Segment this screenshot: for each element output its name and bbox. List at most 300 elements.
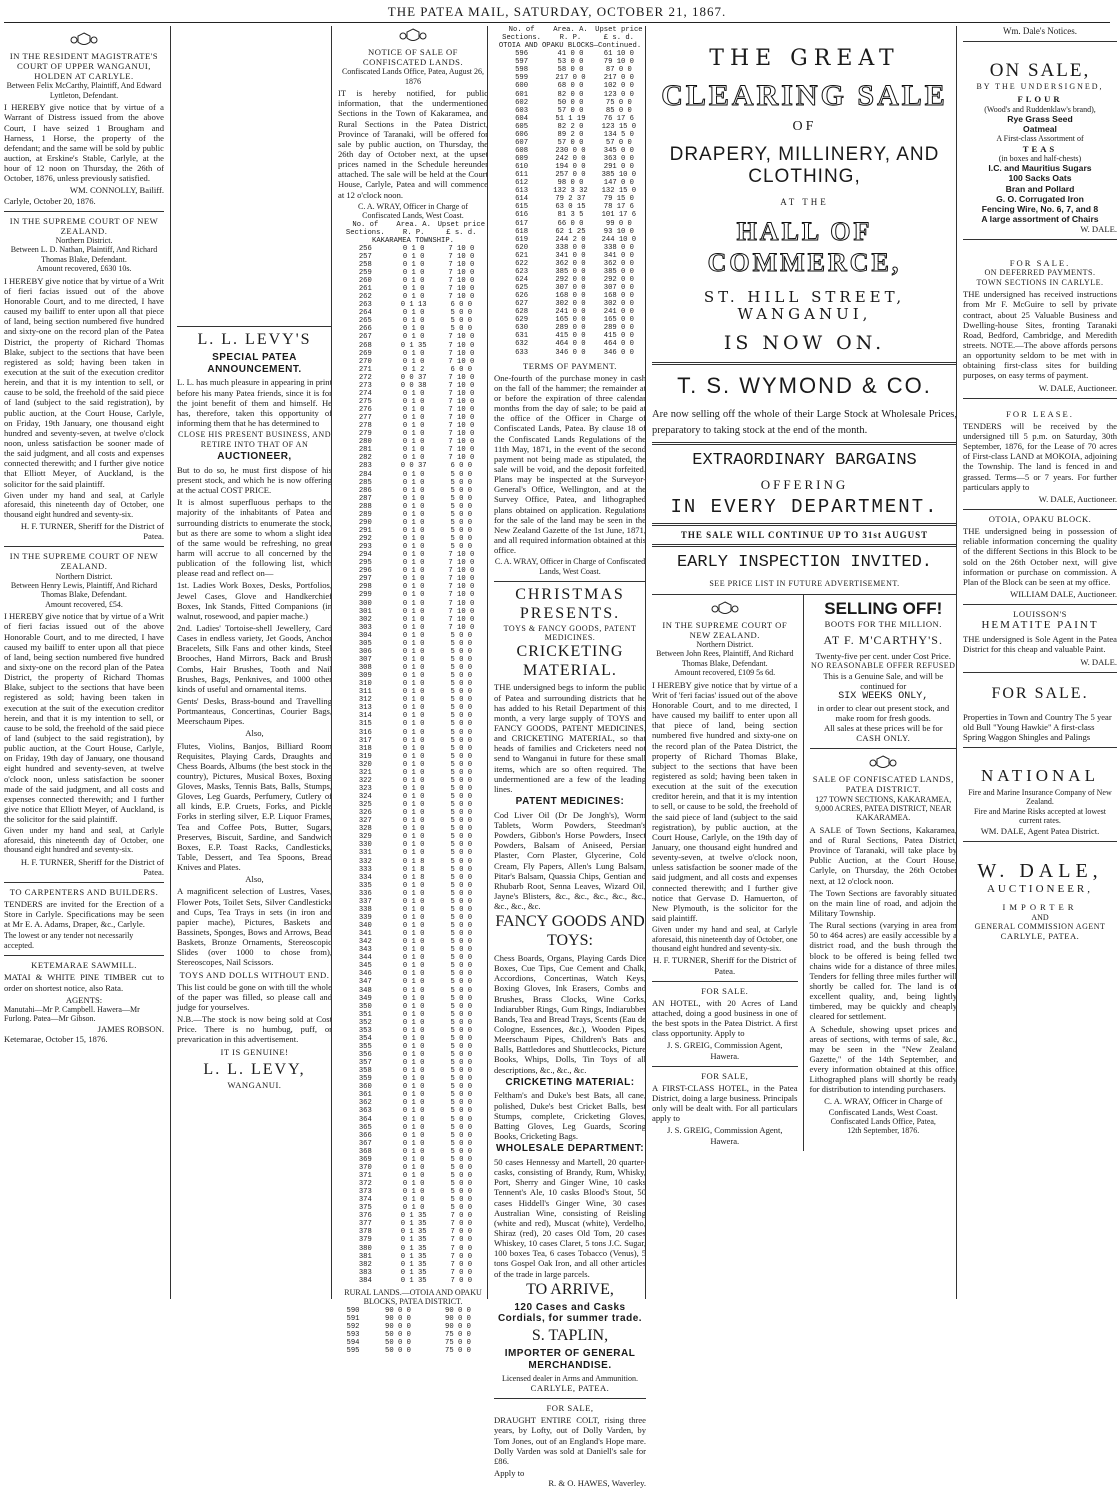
hotel1-body: AN HOTEL, with 20 Acres of Land attached, doing a good business in one of the best spots in the Patea District. A first class opportunity. Apply to: [652, 997, 798, 1039]
table-cell: 0 1 0: [402, 599, 425, 608]
table-cell: 244 2 0: [555, 235, 586, 244]
terms-title: TERMS OF PAYMENT.: [523, 360, 617, 371]
table-row: [338, 825, 488, 833]
table-cell: 362 0 0: [603, 259, 634, 268]
table-cell: 353: [358, 1026, 372, 1035]
table-cell: 90 0 0: [385, 1322, 411, 1331]
deferred-sale-advert: [963, 240, 1117, 398]
table-cell: 372: [358, 1180, 372, 1189]
table-cell: 303: [358, 623, 372, 632]
table-cell: 260: [358, 277, 372, 286]
table-cell: 7 0 0: [450, 1236, 473, 1245]
table-row: [338, 600, 488, 608]
table-cell: 0 1 35: [400, 1276, 427, 1285]
table-cell: 75 0 0: [605, 98, 632, 107]
table-cell: 265: [358, 317, 372, 326]
wire-line: Fencing Wire, No. 6, 7, and 8: [981, 203, 1099, 214]
table-cell: 99 0 0: [605, 219, 632, 228]
table-row: [338, 978, 488, 986]
table-cell: 0 1 0: [402, 277, 425, 286]
rm-court-sign: WM. CONNOLLY, Bailiff.: [69, 185, 164, 196]
table-cell: 5 0 0: [450, 954, 473, 963]
table-cell: 7 10 0: [448, 446, 475, 455]
table-row: [338, 785, 488, 793]
table-cell: 134 5 0: [603, 130, 634, 139]
table-row: [338, 712, 488, 720]
table-row: [338, 527, 488, 535]
extraordinary-heading: EXTRAORDINARY BARGAINS: [692, 450, 917, 470]
table-row: [338, 342, 488, 350]
table-cell: 0 1 0: [402, 1107, 425, 1116]
dale-card: [963, 842, 1117, 947]
table-cell: 375: [358, 1204, 372, 1213]
table-row: [338, 1067, 488, 1075]
sc2-body: I HEREBY give notice that by virtue of a Writ of fieri facias issued out of the above Honorable Court, and to me directed, I have caused my bailiff to enter upon all that piece of land, being section numbered five hundred and sixty-one on the record plan of the Patea District, the property of Richard Thomas Blake, subject to the sections that have been registered as sold; having been taken in execution at the suit of the execution creditor herein, and that it is my intention to sell, or cause to be sold, the freehold of the said piece of land (subject to the said registration), by public auction, at the Court House, Carlyle, on Friday, 19th day of January, one thousand eight hundred and seventy-seven, at twelve o'clock noon, unless satisfaction be sooner made of the said judgment, and all costs and expenses connected therewith; and I further give notice that Elliott Meyer, of Auckland, is the solicitor for the said plaintiff.: [4, 611, 164, 825]
table-cell: 273: [358, 381, 372, 390]
table-cell: 591: [346, 1314, 360, 1323]
otoia-sign: WILLIAM DALE, Auctioneer.: [1010, 588, 1117, 599]
table-row: [494, 107, 646, 115]
table-cell: 0 1 35: [400, 1220, 427, 1229]
table-cell: 0 1 0: [402, 333, 425, 342]
fancy-title: FANCY GOODS AND TOYS:: [495, 913, 645, 950]
table-cell: 0 1 8: [402, 857, 425, 866]
table-cell: 341 0 0: [603, 251, 634, 260]
table-cell: 6 0 0: [450, 462, 473, 471]
levy-toys: TOYS AND DOLLS WITHOUT END.: [179, 969, 330, 980]
table-cell: 625: [515, 284, 529, 292]
table-row: [338, 1059, 488, 1067]
table-cell: 7 10 0: [448, 349, 475, 358]
table-cell: 5 0 0: [450, 913, 473, 922]
table-cell: 0 1 0: [402, 768, 425, 777]
table-cell: 274: [358, 389, 372, 398]
table-cell: 356: [358, 1051, 372, 1060]
table-cell: 79 15 0: [603, 195, 634, 204]
table-row: [338, 1091, 488, 1099]
table-cell: 7 10 0: [448, 551, 475, 560]
table-cell: 331: [358, 849, 372, 858]
xmas-toys: TOYS & FANCY GOODS, PATENT MEDICINES.: [503, 623, 637, 643]
table-row: [494, 252, 646, 260]
sale3-title: FOR SALE.: [991, 684, 1089, 702]
table-cell: 0 1 0: [402, 244, 425, 253]
table-cell: 328: [358, 825, 372, 834]
table-cell: 302: [358, 615, 372, 624]
table-cell: 165 0 0: [603, 316, 634, 325]
table-cell: 324: [358, 793, 372, 802]
table-cell: 346: [358, 970, 372, 979]
levy-advert: [177, 326, 332, 1095]
table-cell: 7 10 0: [448, 406, 475, 415]
table-cell: 341 0 0: [555, 251, 586, 260]
table-cell: 0 1 0: [402, 1180, 425, 1189]
table-cell: 5 0 0: [450, 1188, 473, 1197]
table-cell: 5 0 0: [450, 1180, 473, 1189]
table-cell: 0 1 0: [402, 502, 425, 511]
table-row: [338, 1035, 488, 1043]
table-cell: 0 1 0: [402, 776, 425, 785]
table-cell: 257: [358, 252, 372, 261]
table-cell: 0 1 0: [402, 994, 425, 1003]
table-row: [338, 962, 488, 970]
lands-sign: C. A. WRAY, Officer in Charge of Confiscated Lands, West Coast.: [824, 1096, 943, 1117]
colt-body: DRAUGHT ENTIRE COLT, rising three years, by Lofty, out of Dolly Varden, by Tom Jones, out of an England's Hope mare. Dolly Varden was sold at Daniell's sale for £86.: [494, 1415, 646, 1466]
table-cell: 5 0 0: [450, 1147, 473, 1156]
table-cell: 0 1 0: [402, 591, 425, 600]
table-cell: 268: [358, 341, 372, 350]
table-cell: 605: [515, 122, 529, 131]
table-cell: 0 1 0: [402, 293, 425, 302]
table-cell: 314: [358, 712, 372, 721]
table-cell: 321: [358, 768, 372, 777]
table-cell: 0 1 0: [402, 575, 425, 584]
coat-of-arms-icon: [868, 755, 898, 771]
table-row: [494, 66, 646, 74]
table-row: [338, 1196, 488, 1204]
levy-auctioneer: AUCTIONEER,: [217, 451, 292, 463]
table-cell: 264: [358, 309, 372, 318]
table-row: [338, 454, 488, 462]
of-heading: OF: [792, 119, 817, 135]
table-cell: 0 1 0: [402, 736, 425, 745]
table-cell: 352: [358, 1018, 372, 1027]
dale-name: W. DALE,: [977, 859, 1103, 882]
table-cell: 5 0 0: [450, 526, 473, 535]
table-row: [494, 276, 646, 284]
col5-right: [810, 595, 957, 1151]
table-cell: 90 0 0: [445, 1314, 471, 1323]
table-cell: 624: [515, 275, 529, 284]
table-row: [338, 632, 488, 640]
oats-line: 100 Sacks Oats: [1008, 173, 1072, 184]
table-cell: 326: [358, 809, 372, 818]
table-cell: 5 0 0: [450, 1042, 473, 1051]
table-cell: 5 0 0: [450, 849, 473, 858]
table-row: [338, 688, 488, 696]
table-cell: 318: [358, 744, 372, 753]
table-cell: 618: [515, 227, 529, 236]
table-row: [338, 898, 488, 906]
table-cell: 230 0 0: [555, 146, 586, 155]
table-row: [494, 91, 646, 99]
table-cell: 357: [358, 1059, 372, 1068]
table-cell: 0 1 0: [402, 543, 425, 552]
table-cell: 0 1 0: [402, 1155, 425, 1164]
table-cell: 5 0 0: [450, 1099, 473, 1108]
table-cell: 350: [358, 1002, 372, 1011]
table-cell: 7 10 0: [448, 285, 475, 294]
table-cell: 276: [358, 406, 372, 415]
table-cell: 6 0 0: [450, 301, 473, 310]
table-cell: 0 1 0: [402, 970, 425, 979]
table-cell: 5 0 0: [450, 1171, 473, 1180]
table-cell: 7 10 0: [448, 277, 475, 286]
drapery-heading: DRAPERY, MILLINERY, AND CLOTHING,: [669, 143, 940, 188]
table-row: [338, 890, 488, 898]
table-row: [338, 1204, 488, 1212]
table-cell: 595: [346, 1347, 360, 1356]
table-row: [338, 269, 488, 277]
table-row: [494, 292, 646, 300]
table-cell: 7 10 0: [448, 341, 475, 350]
table-cell: 51 1 19: [555, 114, 586, 123]
table-cell: 0 1 0: [402, 1083, 425, 1092]
table-cell: 363 0 0: [603, 155, 634, 163]
table-cell: 619: [515, 235, 529, 244]
table-cell: 0 1 0: [402, 946, 425, 955]
sc3-title: IN THE SUPREME COURT OF NEW ZEALAND.: [662, 619, 788, 640]
hematite-body: THE undersigned is Sole Agent in the Patea District for this cheap and valuable Paint.: [963, 634, 1117, 655]
dale-notices-heading: Wm. Dale's Notices.: [1002, 26, 1078, 36]
table-cell: 374: [358, 1196, 372, 1205]
sc3-district: Northern District.: [696, 639, 754, 649]
table-cell: 301: [358, 607, 372, 616]
table-cell: 0 1 0: [402, 1131, 425, 1140]
table-cell: 327: [358, 817, 372, 826]
hotel-advert-2: [652, 1067, 798, 1151]
table-cell: 5 0 0: [450, 325, 473, 334]
table-cell: 370: [358, 1163, 372, 1172]
hotel2-title: FOR SALE,: [701, 1070, 749, 1081]
table-cell: 0 1 0: [402, 809, 425, 818]
table-cell: 57 0 0: [557, 106, 584, 115]
table-cell: 68 0 0: [557, 82, 584, 91]
crick2-body: Feltham's and Duke's best Bats, all cane, polished, Duke's best Cricket Balls, best Stumps, complete, Cricketing Gloves, Batting Gloves, Leg Guards, Scoring Books, Cricketing Bags.: [494, 1090, 646, 1142]
table-cell: 598: [515, 66, 529, 75]
table-cell: 602: [515, 98, 529, 107]
table-cell: 271: [358, 365, 372, 374]
table-cell: 279: [358, 430, 372, 439]
table-row: [338, 567, 488, 575]
table-cell: 334: [358, 873, 372, 882]
table-row: [338, 809, 488, 817]
sc2-sign: H. F. TURNER, Sheriff for the District of Patea.: [20, 856, 164, 877]
table-cell: 607: [515, 138, 529, 147]
table-row: [338, 366, 488, 374]
table-cell: 604: [515, 114, 529, 123]
table-cell: 306: [358, 647, 372, 656]
table-cell: 0 1 0: [402, 938, 425, 947]
levy-subtitle: SPECIAL PATEA ANNOUNCEMENT.: [207, 351, 302, 375]
table-cell: 7 10 0: [448, 268, 475, 277]
table-cell: 102 0 0: [603, 82, 634, 91]
table-row: [338, 1132, 488, 1140]
table-cell: 0 1 0: [402, 905, 425, 914]
table-row: [338, 946, 488, 954]
table-cell: 0 1 0: [402, 615, 425, 624]
table-cell: 351: [358, 1010, 372, 1019]
table-cell: 90 0 0: [445, 1306, 471, 1315]
wholesale-title: WHOLESALE DEPARTMENT:: [495, 1143, 645, 1155]
table-cell: 0 1 0: [402, 1067, 425, 1076]
colt-sign: R. & O. HAWES, Waverley.: [548, 1478, 646, 1489]
table-cell: 5 0 0: [450, 736, 473, 745]
table-cell: 7 0 0: [450, 1228, 473, 1237]
rm-court-title: IN THE RESIDENT MAGISTRATE'S COURT OF UPPER WANGANUI, HOLDEN AT CARLYLE.: [9, 51, 159, 82]
table-row: [494, 131, 646, 139]
table-cell: 7 10 0: [448, 559, 475, 568]
table-cell: 0 1 0: [402, 647, 425, 656]
sc3-given: Given under my hand and seal, at Carlyle aforesaid, this nineteenth day of October, one thousand eight hundred and seventy-six.: [652, 925, 798, 953]
table-cell: 325: [358, 801, 372, 810]
table-row: [338, 1075, 488, 1083]
column-3: [331, 26, 488, 1356]
table-cell: 305: [358, 639, 372, 648]
table-row: [494, 139, 646, 147]
table-cell: 0 1 0: [402, 325, 425, 334]
table-cell: 7 10 0: [448, 567, 475, 576]
table-cell: 300: [358, 599, 372, 608]
lease-title: FOR LEASE.: [1006, 408, 1074, 419]
levy-p7: A magnificent selection of Lustres, Vases, Flower Pots, Toilet Sets, Silver Candlesticks and Cups, Tea Trays in sets (in iron and papier mache), Pictures, Baskets and Bassinets, Sponges, Bows and Arrows, Bead Baskets, Bronze Ornaments, Stereoscopic Slides (over 1000 to chose from), Stereoscopes, Nail Scissors.: [177, 886, 332, 968]
table-cell: 5 0 0: [450, 930, 473, 939]
on-sale-title: ON SALE,: [989, 59, 1091, 81]
table-cell: 5 0 0: [450, 905, 473, 914]
table-row: [338, 1236, 488, 1244]
table-cell: 0 1 0: [402, 285, 425, 294]
table-cell: 147 0 0: [603, 179, 634, 188]
table-cell: 322: [358, 776, 372, 785]
table-cell: 258: [358, 260, 372, 269]
table-cell: 309: [358, 672, 372, 681]
table-cell: 5 0 0: [450, 793, 473, 802]
table-cell: 194 0 0: [555, 163, 586, 172]
table-row: [338, 1124, 488, 1132]
table-cell: 0 1 0: [402, 414, 425, 423]
table-row: [338, 1323, 488, 1331]
table-row: [338, 374, 488, 382]
sc3-sign: H. F. TURNER, Sheriff for the District of Patea.: [653, 955, 797, 976]
sale2-title: FOR SALE.: [1009, 258, 1071, 269]
table-cell: 5 0 0: [450, 543, 473, 552]
table-cell: 5 0 0: [450, 510, 473, 519]
sawmill-body: MATAI & WHITE PINE TIMBER cut to order on shortest notice, also Rata.: [4, 972, 164, 993]
table-cell: 623: [515, 267, 529, 276]
table-cell: 0 1 0: [402, 631, 425, 640]
sc2-given: Given under my hand and seal, at Carlyle aforesaid, this nineteenth day of October, one thousand eight hundred and seventy-six.: [4, 826, 164, 855]
table-cell: 289 0 0: [603, 324, 634, 333]
table-cell: 0 1 0: [402, 438, 425, 447]
table-cell: 5 0 0: [450, 664, 473, 673]
table-cell: 365: [358, 1123, 372, 1132]
table-cell: 7 10 0: [448, 414, 475, 423]
table-row: [494, 171, 646, 179]
table-row: [494, 195, 646, 203]
taplin-name: S. TAPLIN,: [531, 1327, 609, 1345]
table-cell: 0 1 0: [402, 825, 425, 834]
table-cell: 316: [358, 728, 372, 737]
table-cell: 0 1 0: [402, 728, 425, 737]
table-cell: 5 0 0: [450, 889, 473, 898]
levy-name: L. L. LEVY,: [203, 1060, 306, 1078]
table-cell: 292 0 0: [603, 275, 634, 284]
table-row: [494, 340, 646, 348]
table-row: [338, 874, 488, 882]
sugars-line: I.C. and Mauritius Sugars: [988, 163, 1092, 174]
table-cell: 307: [358, 655, 372, 664]
table-row: [338, 801, 488, 809]
table-cell: 296: [358, 567, 372, 576]
table-row: [338, 987, 488, 995]
land-sale-office: Confiscated Lands Office, Patea, August 26, 1876: [341, 67, 485, 86]
table-cell: 5 0 0: [450, 922, 473, 931]
table-row: [338, 761, 488, 769]
table-cell: 343: [358, 946, 372, 955]
table-row: [494, 163, 646, 171]
table-row: [494, 244, 646, 252]
table-cell: 5 0 0: [450, 309, 473, 318]
table-row: [338, 479, 488, 487]
table-cell: 0 1 0: [402, 551, 425, 560]
table-cell: 298: [358, 583, 372, 592]
table-cell: 0 1 35: [400, 1244, 427, 1253]
table-cell: 5 0 0: [450, 1163, 473, 1172]
table-cell: 626: [515, 292, 529, 301]
table-row: [338, 1051, 488, 1059]
table-cell: 367: [358, 1139, 372, 1148]
table-cell: 0 1 0: [402, 559, 425, 568]
table-cell: 0 1 0: [402, 1204, 425, 1213]
table-row: [338, 745, 488, 753]
rye-line: Rye Grass Seed: [1007, 114, 1073, 125]
table-cell: 5 0 0: [450, 865, 473, 874]
table-row: [338, 849, 488, 857]
table-cell: 0 1 0: [402, 897, 425, 906]
table-cell: 5 0 0: [450, 946, 473, 955]
table-cell: 5 0 0: [450, 317, 473, 326]
table-row: [338, 1339, 488, 1347]
table-row: [338, 954, 488, 962]
table-cell: 0 1 0: [402, 268, 425, 277]
table-cell: 355: [358, 1042, 372, 1051]
lands-p3: The Rural sections (varying in area from 50 to 464 acres) are easily accessible by a district road, and the bush through the block to be offered is being felled two chains wide for a distance of three miles. Tenders for felling three miles further will shortly be called for. The land is of excellent quality, and, being lightly timbered, may be quickly and cheaply cleared for settlement.: [809, 920, 957, 1022]
cricket-body: THE undersigned begs to inform the public of Patea and surrounding districts that he has added to his Retail Department of this month, a very large supply of TOYS and FANCY GOODS, PATENT MEDICINES, and CRICKETING MATERIAL, so that heads of families and Cricketers need not send to Wanganui in future for these small items, which are so often required. The undermentioned are a few of the leading lines.: [494, 682, 646, 794]
table-cell: 0 1 0: [402, 696, 425, 705]
table-cell: 7 10 0: [448, 575, 475, 584]
table-cell: 7 10 0: [448, 381, 475, 390]
sale2-body: THE undersigned has received instructions from Mr F. McGuire to sell by private contract, about 25 Valuable Business and Dwelling-house Sites, fronting Taranaki Road, Bedford, Cambridge, and Meredith streets. NOTE.—The above affords persons an opportunity seldom to be met with in obtaining first-class sites for building purposes, on easy terms of payment.: [963, 289, 1117, 381]
table-cell: 0 1 0: [402, 1034, 425, 1043]
table-cell: 0 1 0: [402, 752, 425, 761]
table-cell: 0 1 0: [402, 1123, 425, 1132]
table-row: [494, 308, 646, 316]
table-cell: 614: [515, 195, 529, 204]
table-row: [338, 398, 488, 406]
table-cell: 283: [358, 462, 372, 471]
hematite-title: HEMATITE PAINT: [981, 619, 1099, 632]
table-row: [338, 672, 488, 680]
national-title: NATIONAL: [981, 765, 1099, 785]
table-row: [338, 1172, 488, 1180]
table-cell: 87 0 0: [605, 66, 632, 75]
table-cell: 123 15 0: [601, 122, 637, 131]
table-row: [338, 680, 488, 688]
table-cell: 622: [515, 259, 529, 268]
table-cell: 0 1 0: [402, 922, 425, 931]
table-cell: 0 1 35: [400, 1252, 427, 1261]
table-cell: 278: [358, 422, 372, 431]
table-cell: 594: [346, 1338, 360, 1347]
levy-title: L. L. LEVY'S: [197, 331, 312, 348]
otoia-cont-label: OTOIA AND OPAKU BLOCKS—Continued.: [498, 42, 642, 51]
dale-and: AND: [1031, 912, 1049, 922]
table-cell: 344: [358, 954, 372, 963]
table-cell: 338 0 0: [555, 243, 586, 252]
sc3-parties: Between John Rees, Plaintiff, And Richard Thomas Blake, Defendant.: [656, 649, 794, 668]
col-head-area: Area. A. R. P.: [553, 26, 588, 43]
col5-left: [652, 595, 804, 1151]
